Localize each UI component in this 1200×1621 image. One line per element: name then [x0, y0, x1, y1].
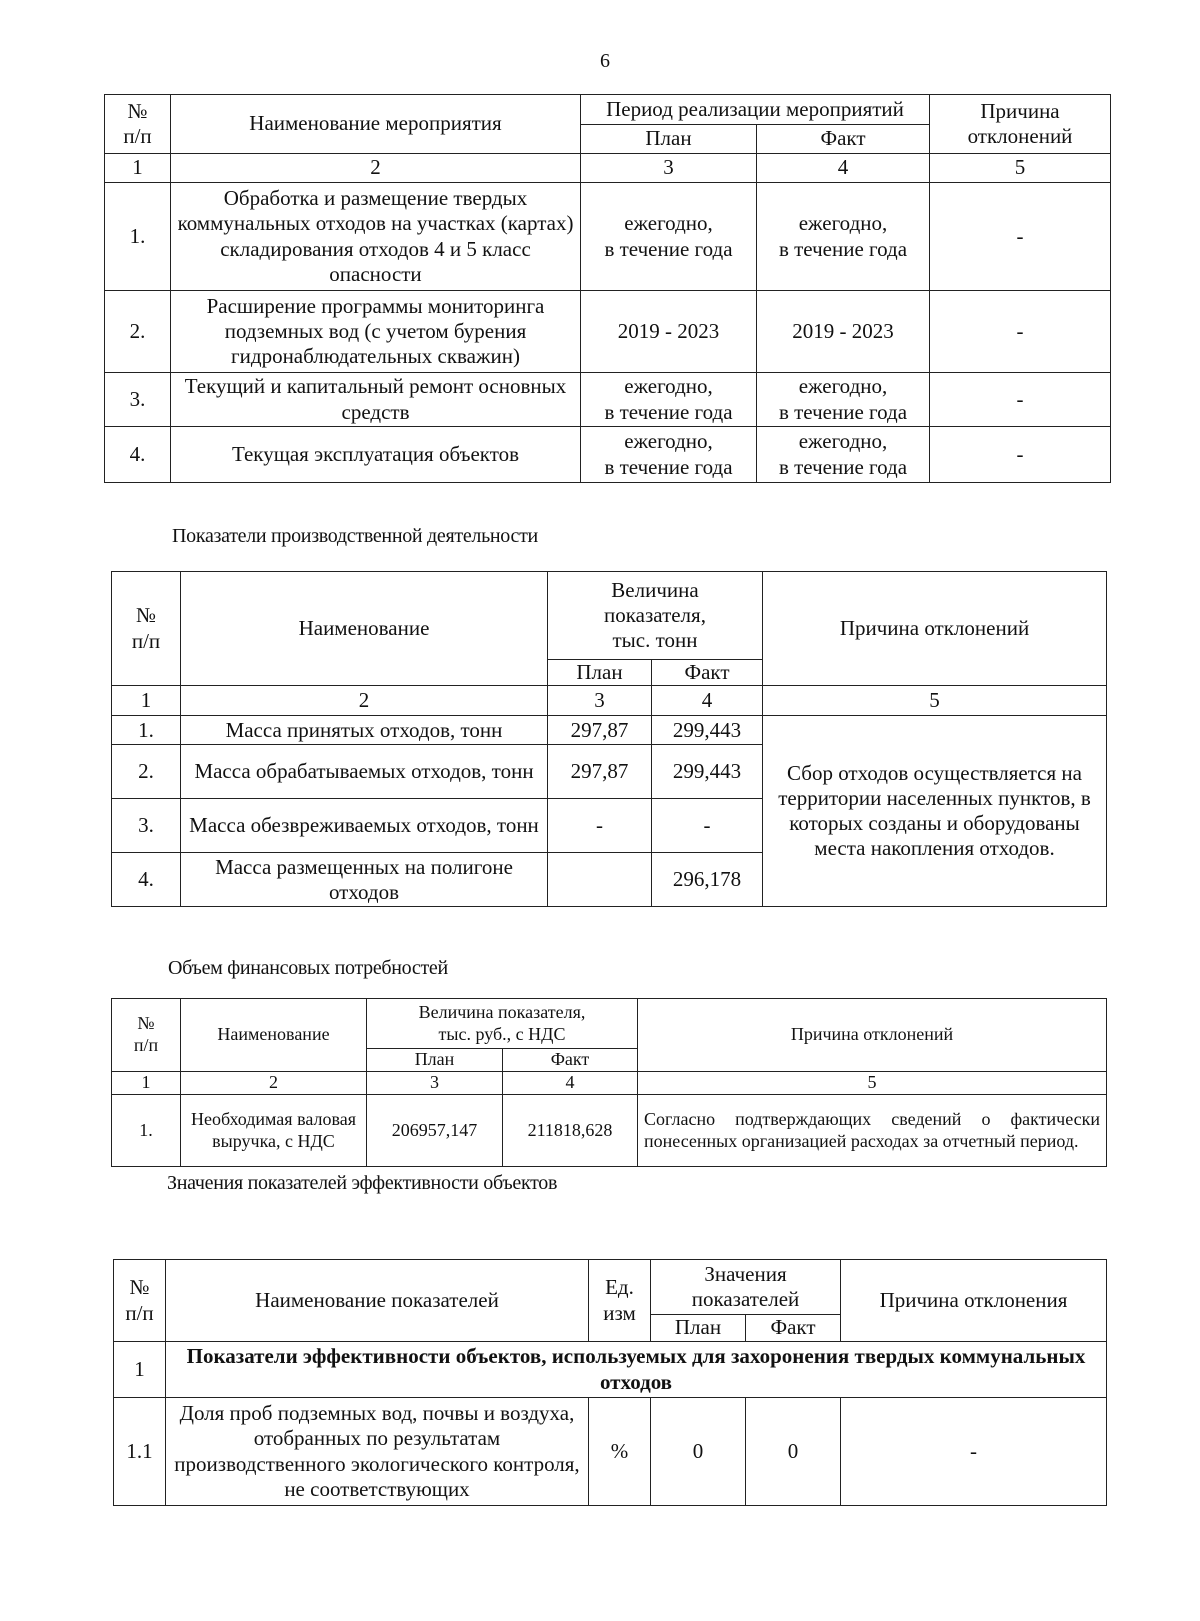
header-plan: План — [581, 125, 757, 154]
row-plan: ежегодно, в течение года — [581, 427, 757, 483]
section-title-production: Показатели производственной деятельности — [172, 525, 538, 547]
row-unit: % — [589, 1398, 651, 1506]
col-number: 5 — [763, 686, 1107, 716]
group-num: 1 — [114, 1342, 166, 1398]
row-num: 2. — [105, 291, 171, 373]
col-number: 1 — [112, 1072, 181, 1095]
row-name: Масса принятых отходов, тонн — [181, 716, 548, 745]
row-fact: - — [652, 799, 763, 853]
header-name: Наименование — [181, 572, 548, 686]
row-num: 1. — [112, 1095, 181, 1167]
row-reason: - — [930, 427, 1111, 483]
group-title: Показатели эффективности объектов, используемых для захоронения твердых коммунальных отходов — [166, 1342, 1107, 1398]
row-reason: - — [930, 291, 1111, 373]
header-reason: Причина отклонений — [763, 572, 1107, 686]
section-title-finance: Объем финансовых потребностей — [168, 957, 448, 979]
production-reason: Сбор отходов осуществляется на территории населенных пунктов, в которых созданы и оборудованы места накопления отходов. — [763, 716, 1107, 907]
row-num: 4. — [105, 427, 171, 483]
row-fact: 0 — [746, 1398, 841, 1506]
col-number: 3 — [367, 1072, 503, 1095]
row-num: 3. — [112, 799, 181, 853]
row-plan: 297,87 — [548, 745, 652, 799]
header-plan: План — [367, 1049, 503, 1072]
col-number: 5 — [638, 1072, 1107, 1095]
row-fact: 299,443 — [652, 745, 763, 799]
col-number: 1 — [112, 686, 181, 716]
col-number: 4 — [757, 154, 930, 183]
row-plan: 0 — [651, 1398, 746, 1506]
header-plan: План — [651, 1315, 746, 1342]
col-number: 2 — [181, 1072, 367, 1095]
row-fact: ежегодно, в течение года — [757, 373, 930, 427]
row-name: Масса обезвреживаемых отходов, тонн — [181, 799, 548, 853]
header-fact: Факт — [746, 1315, 841, 1342]
row-num: 4. — [112, 853, 181, 907]
finance-table — [111, 998, 1107, 1167]
header-num: № п/п — [114, 1260, 166, 1342]
row-num: 2. — [112, 745, 181, 799]
table-row — [105, 291, 1111, 373]
table-row — [105, 183, 1111, 291]
row-name: Текущая эксплуатация объектов — [171, 427, 581, 483]
row-plan — [548, 853, 652, 907]
group-row — [114, 1342, 1107, 1398]
row-plan: ежегодно, в течение года — [581, 183, 757, 291]
row-name: Масса обрабатываемых отходов, тонн — [181, 745, 548, 799]
page-number: 6 — [600, 50, 610, 72]
header-fact: Факт — [503, 1049, 638, 1072]
table-row — [114, 1398, 1107, 1506]
table-row — [105, 373, 1111, 427]
header-value: Величина показателя, тыс. тонн — [548, 572, 763, 660]
header-name: Наименование мероприятия — [171, 95, 581, 154]
row-reason: - — [841, 1398, 1107, 1506]
header-value: Величина показателя, тыс. руб., с НДС — [367, 999, 638, 1049]
header-reason: Причина отклонений — [638, 999, 1107, 1072]
header-name: Наименование — [181, 999, 367, 1072]
row-plan: 206957,147 — [367, 1095, 503, 1167]
row-num: 1.1 — [114, 1398, 166, 1506]
row-fact: ежегодно, в течение года — [757, 183, 930, 291]
header-num: № п/п — [112, 999, 181, 1072]
header-fact: Факт — [652, 660, 763, 686]
col-number: 2 — [181, 686, 548, 716]
row-fact: 296,178 — [652, 853, 763, 907]
header-num: № п/п — [112, 572, 181, 686]
col-number: 5 — [930, 154, 1111, 183]
table-row — [112, 716, 1107, 745]
header-period: Период реализации мероприятий — [581, 95, 930, 125]
row-name: Необходимая валовая выручка, с НДС — [181, 1095, 367, 1167]
table-row — [105, 427, 1111, 483]
row-plan: - — [548, 799, 652, 853]
row-name: Текущий и капитальный ремонт основных средств — [171, 373, 581, 427]
header-reason: Причина отклонения — [841, 1260, 1107, 1342]
row-reason: - — [930, 183, 1111, 291]
row-plan: 2019 - 2023 — [581, 291, 757, 373]
header-values: Значения показателей — [651, 1260, 841, 1315]
table-row — [112, 1095, 1107, 1167]
header-num: № п/п — [105, 95, 171, 154]
row-fact: 299,443 — [652, 716, 763, 745]
section-title-efficiency: Значения показателей эффективности объектов — [167, 1172, 558, 1194]
row-plan: ежегодно, в течение года — [581, 373, 757, 427]
activities-table — [104, 94, 1111, 483]
col-number: 3 — [548, 686, 652, 716]
header-plan: План — [548, 660, 652, 686]
col-number: 2 — [171, 154, 581, 183]
row-name: Масса размещенных на полигоне отходов — [181, 853, 548, 907]
header-unit: Ед. изм — [589, 1260, 651, 1342]
row-num: 3. — [105, 373, 171, 427]
row-plan: 297,87 — [548, 716, 652, 745]
row-num: 1. — [105, 183, 171, 291]
col-number: 1 — [105, 154, 171, 183]
row-fact: ежегодно, в течение года — [757, 427, 930, 483]
header-name: Наименование показателей — [166, 1260, 589, 1342]
row-name: Доля проб подземных вод, почвы и воздуха, отобранных по результатам производственного экологического контроля, не соответствующих — [166, 1398, 589, 1506]
header-reason: Причина отклонений — [930, 95, 1111, 154]
row-name: Расширение программы мониторинга подземных вод (с учетом бурения гидронаблюдательных скважин) — [171, 291, 581, 373]
col-number: 3 — [581, 154, 757, 183]
efficiency-table — [113, 1259, 1107, 1506]
row-num: 1. — [112, 716, 181, 745]
row-fact: 211818,628 — [503, 1095, 638, 1167]
production-table — [111, 571, 1107, 907]
col-number: 4 — [503, 1072, 638, 1095]
header-fact: Факт — [757, 125, 930, 154]
row-reason: Согласно подтверждающих сведений о фактически понесенных организацией расходах за отчетный период. — [638, 1095, 1107, 1167]
row-name: Обработка и размещение твердых коммунальных отходов на участках (картах) складирования отходов 4 и 5 класс опасности — [171, 183, 581, 291]
row-reason: - — [930, 373, 1111, 427]
row-fact: 2019 - 2023 — [757, 291, 930, 373]
col-number: 4 — [652, 686, 763, 716]
